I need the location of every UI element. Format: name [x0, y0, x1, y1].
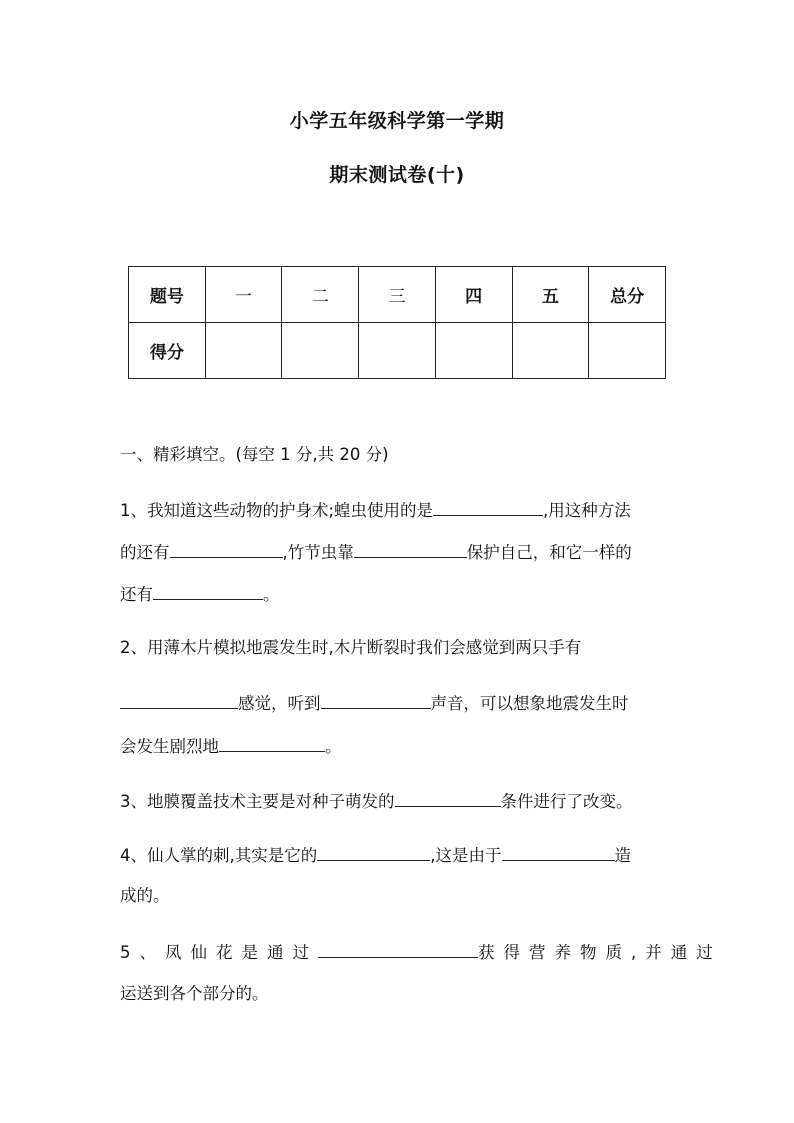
question-text: 3、地膜覆盖技术主要是对种子萌发的 [120, 792, 395, 811]
score-entry-cell[interactable] [359, 323, 436, 379]
question-text: 感觉，听到 [238, 694, 321, 713]
question-text: 造 [614, 846, 631, 865]
answer-blank[interactable] [120, 690, 238, 709]
score-entry-cell[interactable] [205, 323, 282, 379]
question-2-line-1: 2、用薄木片模拟地震发生时,木片断裂时我们会感觉到两只手有 [120, 638, 582, 657]
question-4-line-1 [120, 842, 631, 868]
answer-blank[interactable] [395, 788, 501, 807]
question-text: 会发生剧烈地 [120, 737, 219, 756]
page-title: 小学五年级科学第一学期 [289, 110, 505, 132]
question-text: 条件进行了改变。 [500, 792, 633, 811]
question-5-line-1 [120, 939, 722, 965]
question-text: 4、仙人掌的刺,其实是它的 [120, 846, 318, 865]
question-3-line-1 [120, 788, 633, 814]
question-5-line-2: 运送到各个部分的。 [120, 984, 269, 1003]
score-entry-cell[interactable] [512, 323, 589, 379]
question-1-line-2 [120, 539, 632, 565]
answer-blank[interactable] [321, 690, 431, 709]
question-1-line-1 [120, 497, 631, 523]
question-text: 声音，可以想象地震发生时 [430, 694, 629, 713]
section-heading: 一、精彩填空。(每空 1 分,共 20 分) [120, 445, 389, 464]
score-entry-cell[interactable] [589, 323, 666, 379]
answer-blank[interactable] [219, 733, 325, 752]
score-entry-cell[interactable] [282, 323, 359, 379]
answer-blank[interactable] [153, 581, 263, 600]
answer-blank[interactable] [354, 539, 467, 558]
answer-blank[interactable] [170, 539, 283, 558]
score-table-cell: 四 [435, 267, 512, 323]
score-table-cell: 五 [512, 267, 589, 323]
question-text: 。 [263, 585, 280, 604]
question-2-line-3 [120, 733, 342, 759]
question-text: 1、我知道这些动物的护身术;蝗虫使用的是 [120, 501, 434, 520]
question-1-line-3 [120, 581, 280, 607]
question-text: ,竹节虫靠 [282, 543, 354, 562]
answer-blank[interactable] [318, 939, 478, 958]
score-row-label: 得分 [129, 323, 206, 379]
page-subtitle: 期末测试卷(十) [329, 164, 465, 186]
score-table-score-row [129, 323, 666, 379]
score-table-cell: 一 [205, 267, 282, 323]
score-table-header-row [129, 267, 666, 323]
question-text: 的还有 [120, 543, 170, 562]
score-table-cell: 三 [359, 267, 436, 323]
question-text: 获得营养物质,并通过 [478, 943, 722, 962]
question-text: 还有 [120, 585, 153, 604]
question-text: ,这是由于 [430, 846, 502, 865]
question-text: 5、凤仙花是通过 [120, 943, 318, 962]
question-4-line-2: 成的。 [120, 886, 170, 905]
question-text: 保护自己，和它一样的 [466, 543, 632, 562]
question-text: 。 [325, 737, 342, 756]
score-table-cell: 题号 [129, 267, 206, 323]
question-2-line-2 [120, 690, 629, 716]
score-entry-cell[interactable] [435, 323, 512, 379]
answer-blank[interactable] [502, 842, 615, 861]
answer-blank[interactable] [317, 842, 430, 861]
answer-blank[interactable] [433, 497, 543, 516]
score-table-cell: 二 [282, 267, 359, 323]
question-text: ,用这种方法 [543, 501, 631, 520]
score-table-cell: 总分 [589, 267, 666, 323]
score-table [128, 266, 666, 379]
